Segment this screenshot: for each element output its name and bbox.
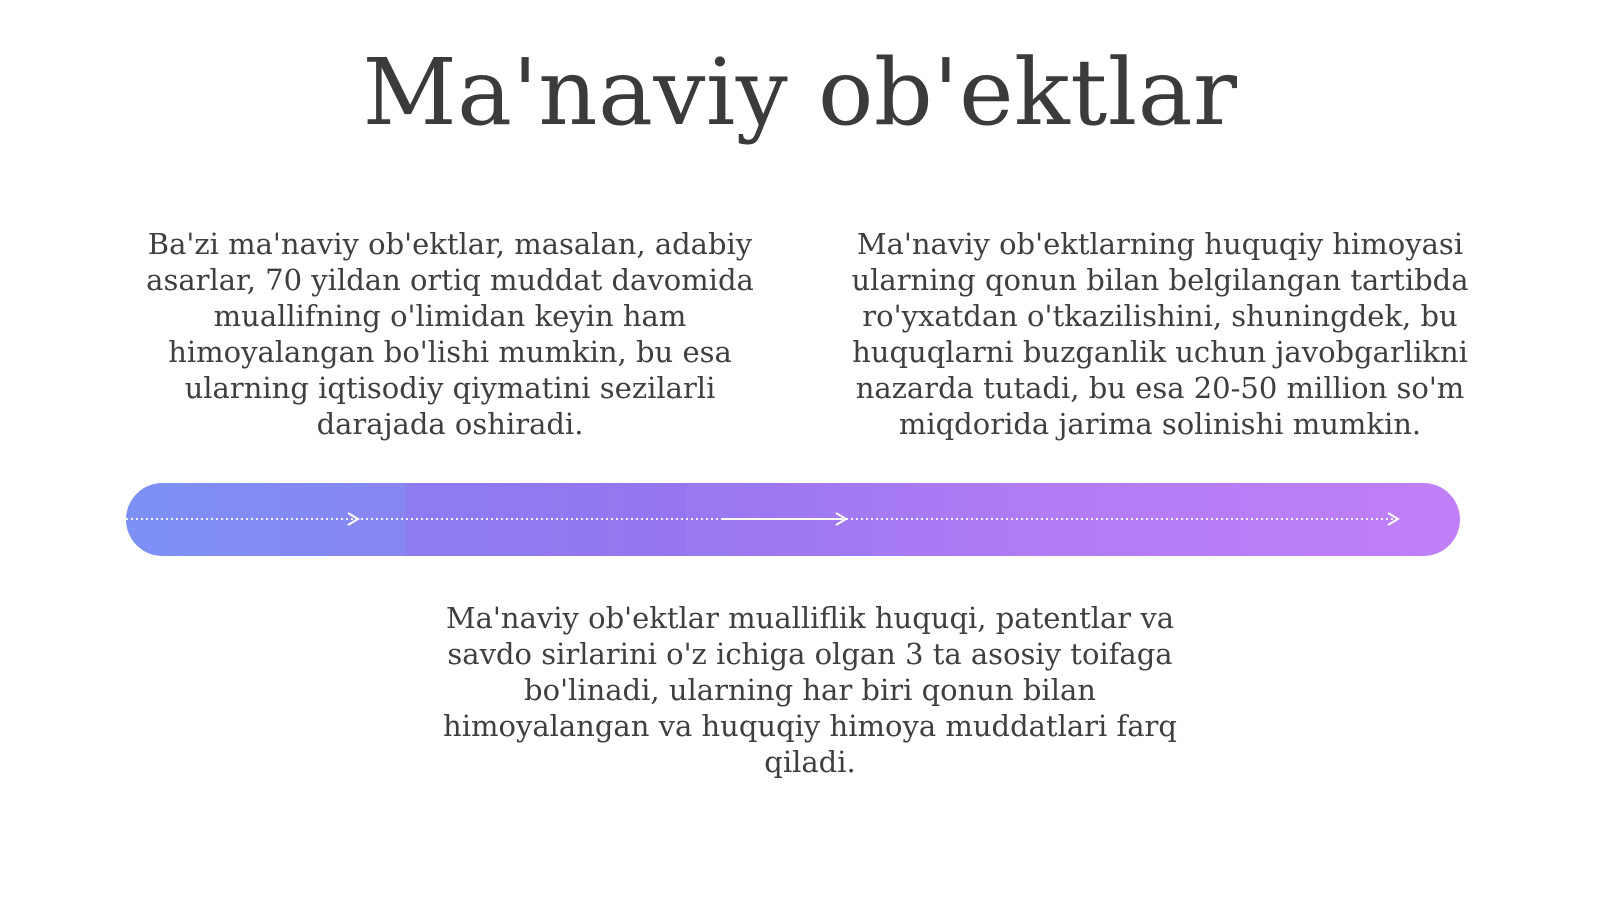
paragraph-right: Ma'naviy ob'ektlarning huquqiy himoyasi ularning qonun bilan belgilangan tartibda ro'yxatdan o'tkazilishini, shuningdek, bu huquqlarni buzganlik uchun javobgarlikni nazarda tutadi, bu esa 20-50 million so'm miqdorida jarima solinishi mumkin. bbox=[851, 227, 1469, 441]
slide-title: Ma'naviy ob'ektlar bbox=[362, 39, 1238, 146]
timeline-arrows bbox=[126, 483, 1460, 556]
timeline-bar bbox=[126, 483, 1460, 556]
paragraph-left: Ba'zi ma'naviy ob'ektlar, masalan, adabiy asarlar, 70 yildan ortiq muddat davomida muallifning o'limidan keyin ham himoyalangan bo'lishi mumkin, bu esa ularning iqtisodiy qiymatini sezilarli darajada oshiradi. bbox=[146, 227, 754, 441]
paragraph-bottom: Ma'naviy ob'ektlar mualliflik huquqi, patentlar va savdo sirlarini o'z ichiga olgan 3 ta asosiy toifaga bo'linadi, ularning har biri qonun bilan himoyalangan va huquqiy himoya muddatlari farq qiladi. bbox=[443, 601, 1177, 779]
